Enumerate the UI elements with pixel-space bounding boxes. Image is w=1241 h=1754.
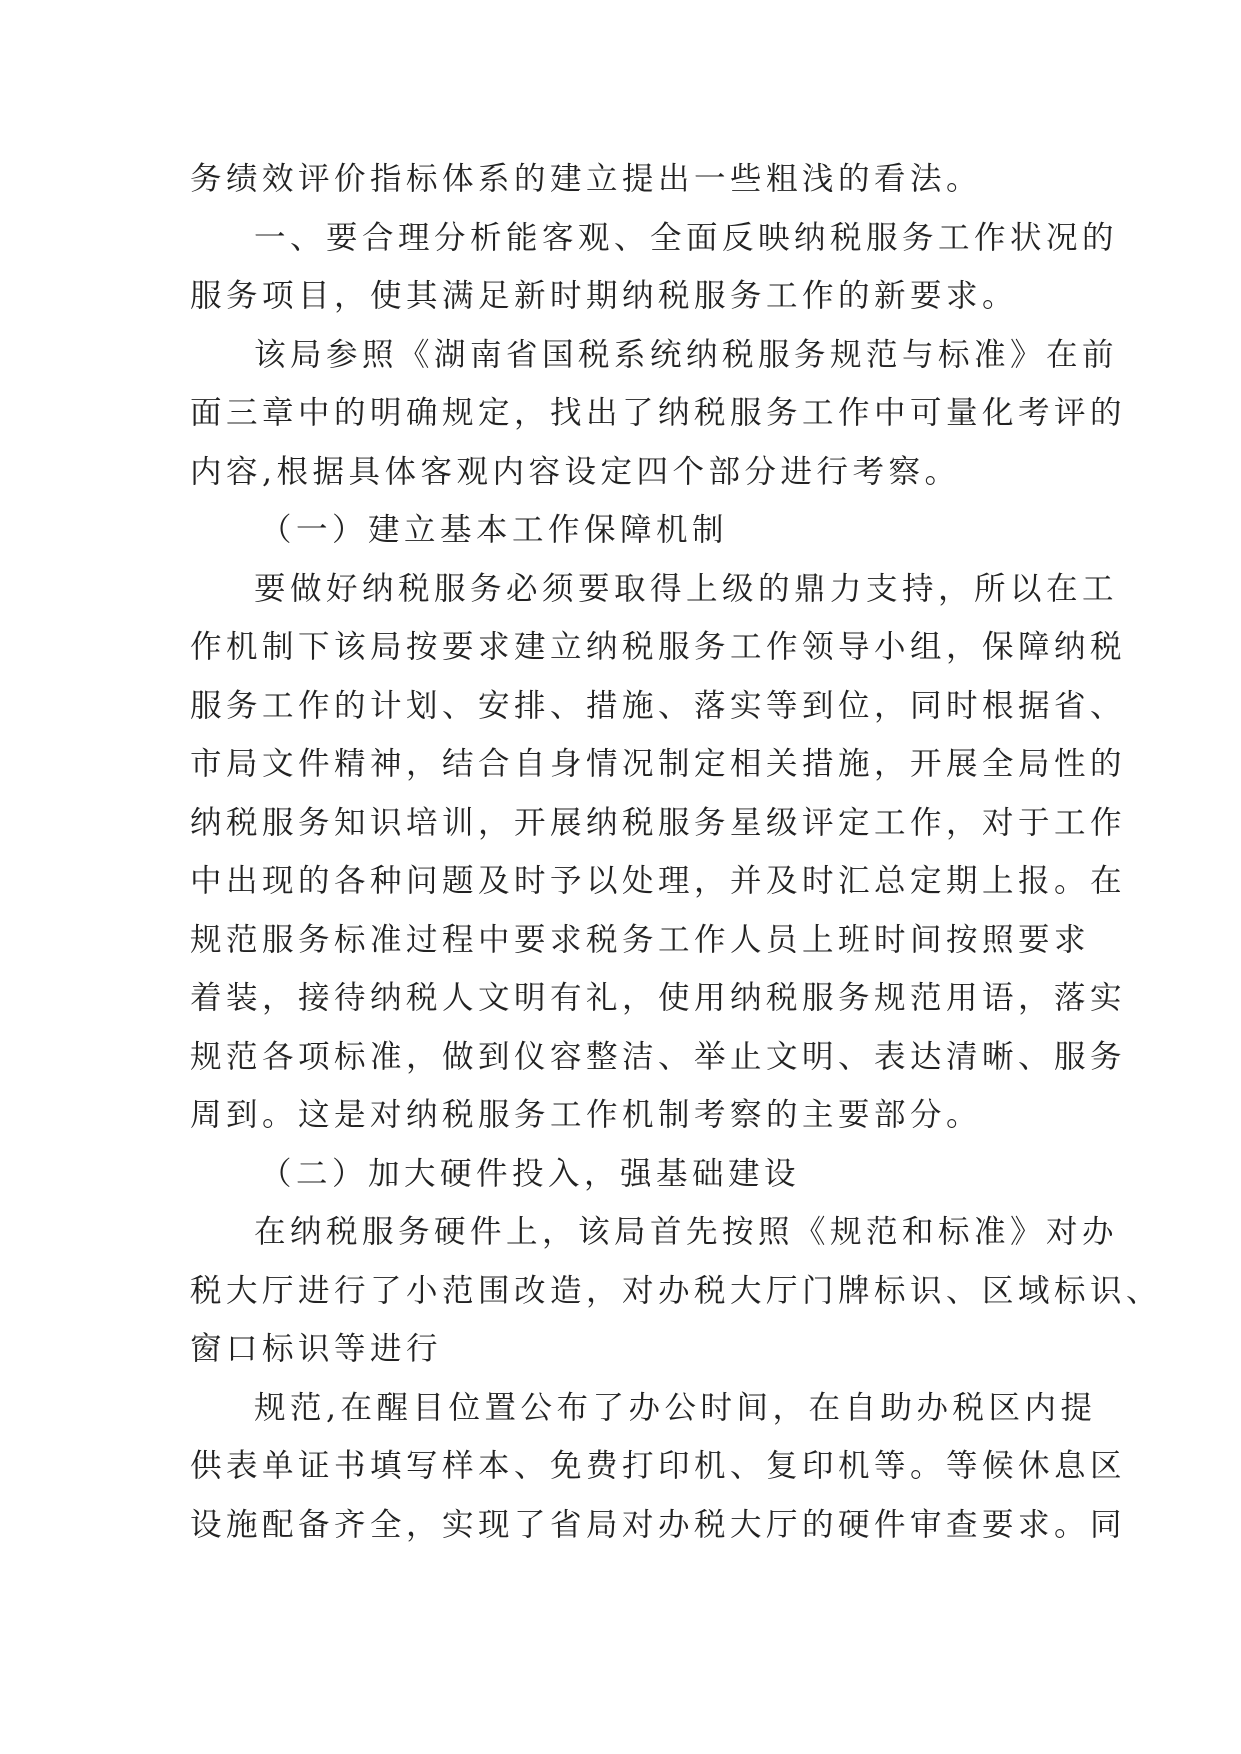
text-line: 设施配备齐全，实现了省局对办税大厅的硬件审查要求。同 <box>190 1506 1127 1543</box>
paragraph-start: 要做好纳税服务必须要取得上级的鼎力支持，所以在工 <box>254 570 1119 607</box>
document-body <box>190 150 1163 1554</box>
section-heading: 一、要合理分析能客观、全面反映纳税服务工作状况的 <box>254 219 1119 256</box>
subsection-heading: （二）加大硬件投入，强基础建设 <box>260 1155 801 1192</box>
text-line: 周到。这是对纳税服务工作机制考察的主要部分。 <box>190 1097 983 1133</box>
text-line: 窗口标识等进行 <box>190 1331 443 1367</box>
text-line: 税大厅进行了小范围改造，对办税大厅门牌标识、区域标识、 <box>190 1272 1163 1309</box>
text-line: 面三章中的明确规定，找出了纳税服务工作中可量化考评的 <box>190 395 1127 431</box>
text-line: 着装，接待纳税人文明有礼，使用纳税服务规范用语，落实 <box>190 980 1127 1016</box>
paragraph-start: 该局参照《湖南省国税系统纳税服务规范与标准》在前 <box>254 336 1119 373</box>
text-line: 市局文件精神，结合自身情况制定相关措施，开展全局性的 <box>190 746 1127 782</box>
text-line: 服务工作的计划、安排、措施、落实等到位，同时根据省、 <box>190 687 1127 724</box>
paragraph-start: 在纳税服务硬件上，该局首先按照《规范和标准》对办 <box>254 1214 1119 1250</box>
section-heading-continued: 服务项目，使其满足新时期纳税服务工作的新要求。 <box>190 278 1019 314</box>
text-line: 中出现的各种问题及时予以处理，并及时汇总定期上报。在 <box>190 863 1127 899</box>
text-line: 内容,根据具体客观内容设定四个部分进行考察。 <box>190 453 961 490</box>
text-line: 规范各项标准，做到仪容整洁、举止文明、表达清晰、服务 <box>190 1038 1127 1075</box>
text-line: 纳税服务知识培训，开展纳税服务星级评定工作，对于工作 <box>190 804 1127 841</box>
text-line: 规范服务标准过程中要求税务工作人员上班时间按照要求 <box>190 921 1091 958</box>
subsection-heading: （一）建立基本工作保障机制 <box>260 512 729 548</box>
text-line: 务绩效评价指标体系的建立提出一些粗浅的看法。 <box>190 161 983 197</box>
paragraph-start: 规范,在醒目位置公布了办公时间，在自助办税区内提 <box>254 1389 1097 1426</box>
text-line: 作机制下该局按要求建立纳税服务工作领导小组，保障纳税 <box>190 629 1127 665</box>
text-line: 供表单证书填写样本、免费打印机、复印机等。等候休息区 <box>190 1448 1127 1484</box>
